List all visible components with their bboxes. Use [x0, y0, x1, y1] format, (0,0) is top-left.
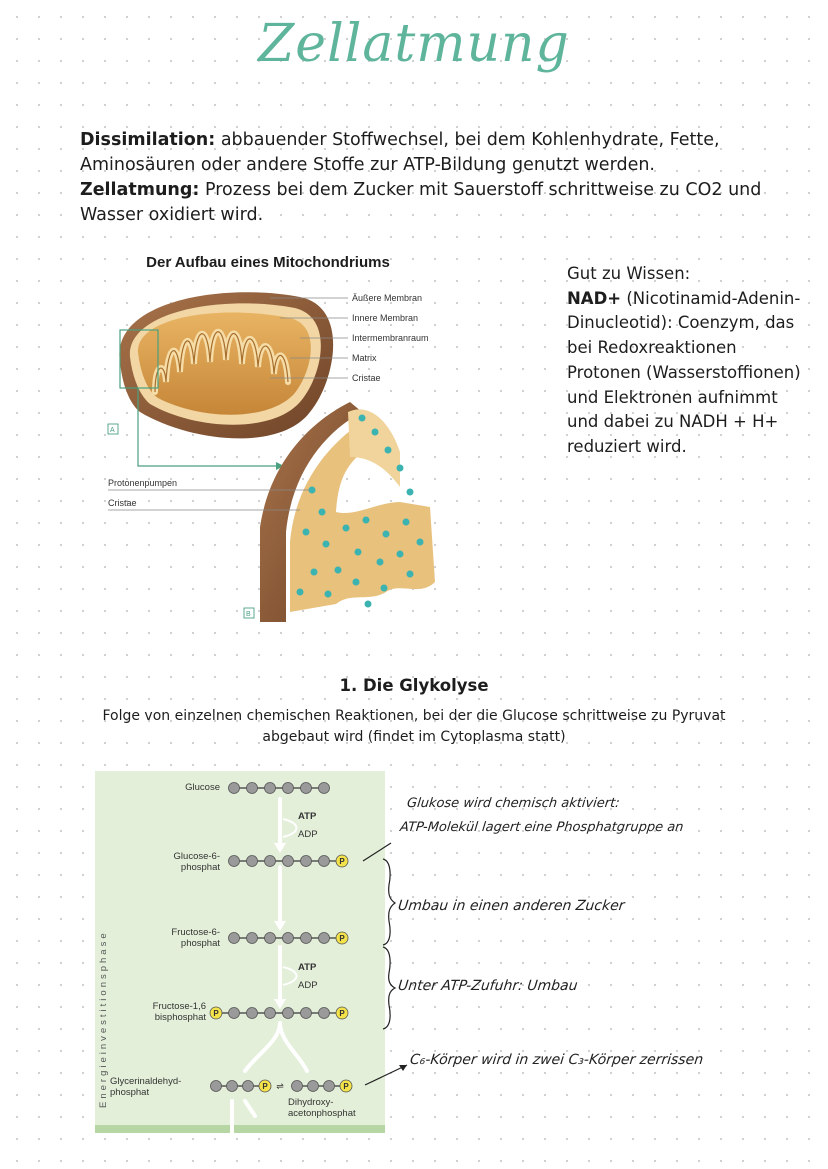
definition-zellatmung: [80, 178, 800, 228]
equilibrium-icon: ⇌: [276, 1082, 284, 1092]
annotation-2: Umbau in einen anderen Zucker: [397, 898, 626, 914]
label-fructose-1-6-bisphosphat: Fructose-1,6 bisphosphat: [152, 1001, 206, 1023]
phosphate-icon: P: [339, 1009, 345, 1018]
mitochondrium-title: Der Aufbau eines Mitochondriums: [146, 254, 390, 271]
label-glycerinaldehydphosphat: Glycerinaldehyd- phosphat: [110, 1076, 182, 1098]
label-protonenpumpen: Protonenpumpen: [108, 478, 178, 488]
annotation-1-line2: ATP-Molekül lagert eine Phosphatgruppe an: [399, 820, 685, 835]
label-glucose-6-phosphat: Glucose-6- phosphat: [173, 851, 220, 873]
definitions: [80, 128, 800, 228]
page-title: Zellatmung: [258, 14, 570, 74]
marker-a: A: [110, 427, 115, 434]
section-crista: [348, 409, 400, 487]
label-aeussere-membran: Äußere Membran: [352, 293, 423, 303]
annotation-4: C₆-Körper wird in zwei C₃-Körper zerrissen: [409, 1052, 704, 1068]
text-zellatmung: Prozess bei dem Zucker mit Sauerstoff schrittweise zu CO2 und Wasser oxidiert wird.: [80, 180, 762, 225]
phosphate-icon: P: [339, 857, 345, 866]
term-nad: NAD+: [567, 288, 622, 308]
glucose-chain: [225, 780, 335, 796]
text-nad: (Nicotinamid-Adenin-Dinucleotid): Coenzym, das bei Redoxreaktionen Protonen (Wasserstoffionen) und Elektronen aufnimmt und dabei zu NADH + H+ reduziert wird.: [567, 288, 801, 456]
label-intermembranraum: Intermembranraum: [352, 333, 429, 343]
label-cristae-b: Cristae: [108, 498, 137, 508]
phase-label: Energieinvestitionsphase: [98, 930, 109, 1108]
gut-zu-wissen-box: [567, 262, 807, 460]
gut-zu-wissen-heading: Gut zu Wissen:: [567, 264, 691, 283]
phosphate-icon: P: [213, 1009, 219, 1018]
adp-label-1: ADP: [298, 829, 318, 840]
label-cristae: Cristae: [352, 373, 381, 383]
definition-dissimilation: [80, 128, 800, 178]
fructose-1-6-bisphosphat-chain: [207, 1005, 357, 1021]
triose-phosphate-chains: [207, 1078, 357, 1094]
adp-label-2: ADP: [298, 980, 318, 991]
glykolyse-heading: 1. Die Glykolyse: [339, 676, 489, 695]
term-dissimilation: Dissimilation:: [80, 130, 216, 150]
label-glucose: Glucose: [185, 782, 220, 793]
gut-zu-wissen-body: [567, 287, 807, 460]
atp-label-1: ATP: [298, 811, 317, 822]
phosphate-icon: P: [343, 1082, 349, 1091]
fructose-6-phosphat-chain: [225, 930, 355, 946]
term-zellatmung: Zellatmung:: [80, 180, 200, 200]
glykolyse-description: Folge von einzelnen chemischen Reaktionen, bei der die Glucose schrittweise zu Pyruvat abgebaut wird (findet im Cytoplasma statt): [102, 708, 726, 745]
phosphate-icon: P: [262, 1082, 268, 1091]
label-fructose-6-phosphat: Fructose-6- phosphat: [171, 927, 220, 949]
annotation-1-line1: Glukose wird chemisch aktiviert:: [406, 796, 621, 811]
text-dissimilation: abbauender Stoffwechsel, bei dem Kohlenhydrate, Fette, Aminosäuren oder andere Stoffe zur ATP-Bildung genutzt werden.: [80, 130, 720, 175]
marker-b: B: [246, 611, 251, 618]
phosphate-icon: P: [339, 934, 345, 943]
atp-label-2: ATP: [298, 962, 317, 973]
mitochondrium-diagram: [100, 252, 450, 632]
label-dihydroxyacetonphosphat: Dihydroxy- acetonphosphat: [288, 1097, 356, 1119]
glucose-6-phosphat-chain: [225, 853, 355, 869]
label-innere-membran: Innere Membran: [352, 313, 419, 323]
label-matrix: Matrix: [352, 353, 377, 363]
annotation-3: Unter ATP-Zufuhr: Umbau: [397, 978, 579, 994]
